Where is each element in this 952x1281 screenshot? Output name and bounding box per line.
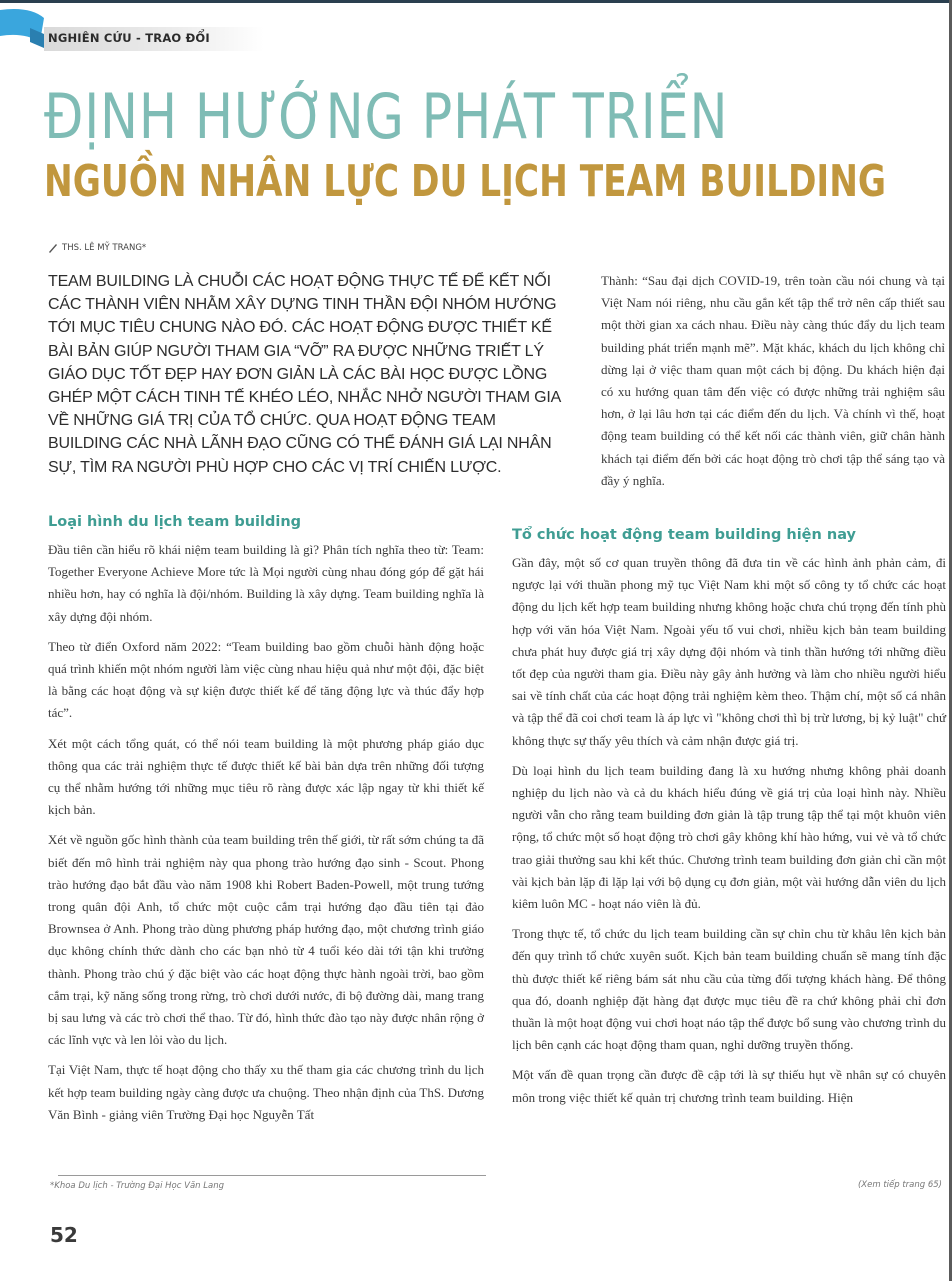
left-paragraph: Xét một cách tổng quát, có thể nói team building là một phương pháp giáo dục thông qua các trải nghiệm thực tế được thiết kế bài bản dựa trên những đối tượng cụ thể nhằm hướng tới những mục tiêu rõ ràng được xác lập ngay từ khi thiết kế kịch bản.: [48, 735, 484, 818]
left-paragraph: Đầu tiên cần hiểu rõ khái niệm team building là gì? Phân tích nghĩa theo từ: Team: Together Everyone Achieve More tức là Mọi người cùng nhau đóng góp để gặt hái nhiều hơn, hay có nghĩa là đội/nhóm. Building là xây dựng. Team building nghĩa là xây dựng đội nhóm.: [48, 542, 484, 624]
left-section-heading: Loại hình du lịch team building: [48, 514, 302, 530]
title-line-2: NGUỒN NHÂN LỰC DU LỊCH TEAM BUILDING: [44, 156, 887, 207]
right-section-heading: Tổ chức hoạt động team building hiện nay: [512, 527, 856, 543]
left-paragraph: Theo từ điển Oxford năm 2022: “Team building bao gồm chuỗi hành động hoặc quá trình khiến một nhóm người làm việc cùng nhau hiệu quả như một đội, đặc biệt là bằng các hoạt động và sự kiện được thiết kế để tăng động lực và thúc đẩy hợp tác”.: [48, 638, 484, 721]
left-column: [48, 511, 484, 1134]
title-line-1: ĐỊNH HƯỚNG PHÁT TRIỂN: [44, 80, 729, 153]
byline: [48, 243, 146, 253]
section-tag: [44, 27, 264, 51]
footnote-divider: [58, 1175, 486, 1176]
ribbon-icon: [0, 8, 48, 48]
left-paragraph: Xét về nguồn gốc hình thành của team building trên thế giới, từ rất sớm chúng ta đã biết đến mô hình trải nghiệm này qua phong trào hướng đạo sinh - Scout. Phong trào hướng đạo bắt đầu vào năm 1908 khi Robert Baden-Powell, một trung tướng trong quân đội Anh, tổ chức một cuộc cắm trại hướng đạo đầu tiên tại đảo Brownsea ở Anh. Phong trào dùng phương pháp hướng đạo, một chương trình giáo dục không chính thức dành cho các bạn nhỏ từ 4 tuổi kéo dài tới tận khi trưởng thành. Phong trào chú ý đặc biệt vào các hoạt động thực hành ngoài trời, bao gồm cắm trại, kỹ năng sống trong rừng, trò chơi dưới nước, đi bộ đường dài, mang trang bị sau lưng và các trò chơi thể thao. Từ đó, hình thức đào tạo này được nhân rộng ở các lĩnh vực và len lỏi vào du lịch.: [48, 832, 484, 1048]
continued-note: (Xem tiếp trang 65): [857, 1180, 942, 1190]
right-paragraph: Dù loại hình du lịch team building đang là xu hướng nhưng không phải doanh nghiệp du lịch nào và cả du khách hiểu đúng về giá trị của loại hình này. Nhiều người vẫn cho rằng team building đơn giản là tập trung tập thể tại một khuôn viên rộng, tổ chức một số hoạt động trò chơi gây không khí hào hứng, vui vẻ và tổ chức trao giải thưởng sau khi kết thúc. Chương trình team building đơn giản chỉ cần một vài kịch bản lặp đi lặp lại với bộ dụng cụ đơn giản, một vài hướng dẫn viên du lịch kiêm luôn MC - hoạt náo viên là đủ.: [512, 762, 946, 912]
top-border: [0, 0, 952, 3]
right-top-paragraph: Thành: “Sau đại dịch COVID-19, trên toàn cầu nói chung và tại Việt Nam nói riêng, nhu cầu gắn kết tập thể trở nên cấp thiết sau một thời gian xa cách nhau. Điều này càng thúc đẩy du lịch team building phát triển mạnh mẽ”. Mặt khác, khách du lịch không chỉ dừng lại ở việc tham quan một cách bị động. Du khách hiện đại có xu hướng quan tâm đến việc có được những trải nghiệm sâu hơn, ở lại lâu hơn tại các điểm đến du lịch. Và chính vì thế, hoạt động team building có thể kết nối các thành viên, giữ chân hành khách tại điểm đến bởi các hoạt động trò chơi tập thể sáng tạo và đầy ý nghĩa.: [601, 273, 945, 488]
right-paragraph: Một vấn đề quan trọng cần được đề cập tới là sự thiếu hụt về nhân sự có chuyên môn trong việc thiết kế quản trị chương trình team building. Hiện: [512, 1067, 946, 1105]
author-name: THS. LÊ MỸ TRANG*: [62, 243, 147, 253]
page-number: 52: [50, 1223, 78, 1247]
lead-paragraph: TEAM BUILDING LÀ CHUỖI CÁC HOẠT ĐỘNG THỰC TẾ ĐỂ KẾT NỐI CÁC THÀNH VIÊN NHẰM XÂY DỰNG TINH THẦN ĐỘI NHÓM HƯỚNG TỚI MỤC TIÊU CHUNG NÀO ĐÓ. CÁC HOẠT ĐỘNG ĐƯỢC THIẾT KẾ BÀI BẢN GIÚP NGƯỜI THAM GIA “VỠ” RA ĐƯỢC NHỮNG TRIẾT LÝ GIÁO DỤC TỐT ĐẸP HAY ĐƠN GIẢN LÀ CÁC BÀI HỌC ĐƯỢC LỒNG GHÉP MỘT CÁCH TINH TẾ KHÉO LÉO, NHẮC NHỞ NGƯỜI THAM GIA VỀ NHỮNG GIÁ TRỊ CỦA TỔ CHỨC. QUA HOẠT ĐỘNG TEAM BUILDING CÁC NHÀ LÃNH ĐẠO CŨNG CÓ THỂ ĐÁNH GIÁ LẠI NHÂN SỰ, TÌM RA NGƯỜI PHÙ HỢP CHO CÁC VỊ TRÍ CHIẾN LƯỢC.: [48, 273, 561, 476]
footnote: *Khoa Du lịch - Trường Đại Học Văn Lang: [50, 1181, 224, 1191]
pen-icon: [48, 243, 58, 253]
right-paragraph: Trong thực tế, tổ chức du lịch team building cần sự chỉn chu từ khâu lên kịch bản đến quy trình tổ chức xuyên suốt. Kịch bản team building chuẩn sẽ mang tính đặc thù được thiết kế riêng bám sát nhu cầu của từng đối tượng khách hàng. Để thông qua đó, doanh nghiệp đặt hàng đạt được mục tiêu đề ra chứ không phải chỉ đơn thuần là một hoạt động vui chơi hoạt náo tập thể được bổ sung vào chương trình du lịch bên cạnh các hoạt động tham quan, nghỉ dưỡng truyền thống.: [512, 926, 946, 1053]
right-top-column: [601, 270, 945, 500]
right-column: [512, 524, 946, 1117]
left-paragraph: Tại Việt Nam, thực tế hoạt động cho thấy xu thế tham gia các chương trình du lịch kết hợp team building ngày càng được ưa chuộng. Theo nhận định của ThS. Dương Văn Bình - giảng viên Trường Đại học Nguyễn Tất: [48, 1062, 484, 1122]
right-paragraph: Gần đây, một số cơ quan truyền thông đã đưa tin về các hình ảnh phản cảm, đi ngược lại với thuần phong mỹ tục Việt Nam khi một số công ty tổ chức các hoạt động du lịch kết hợp team building nhưng không hoặc chưa chú trọng đến tính phù hợp với văn hóa Việt Nam. Ngoài yếu tố vui chơi, nhiều kịch bản team building chưa phát huy được giá trị xây dựng đội nhóm và tinh thần hướng tới những điều tốt đẹp của người tham gia. Điều này gây ảnh hưởng và làm cho nhiều người hiểu sai về tính chất của các hoạt động trải nghiệm kèm theo. Thậm chí, một số cá nhân và tập thể đã coi chơi team là áp lực vì "không chơi thì bị trừ lương, bị kỷ luật" chứ không thực sự thấy yêu thích và cảm nhận được giá trị.: [512, 555, 946, 748]
section-tag-label: NGHIÊN CỨU - TRAO ĐỔI: [48, 31, 210, 45]
